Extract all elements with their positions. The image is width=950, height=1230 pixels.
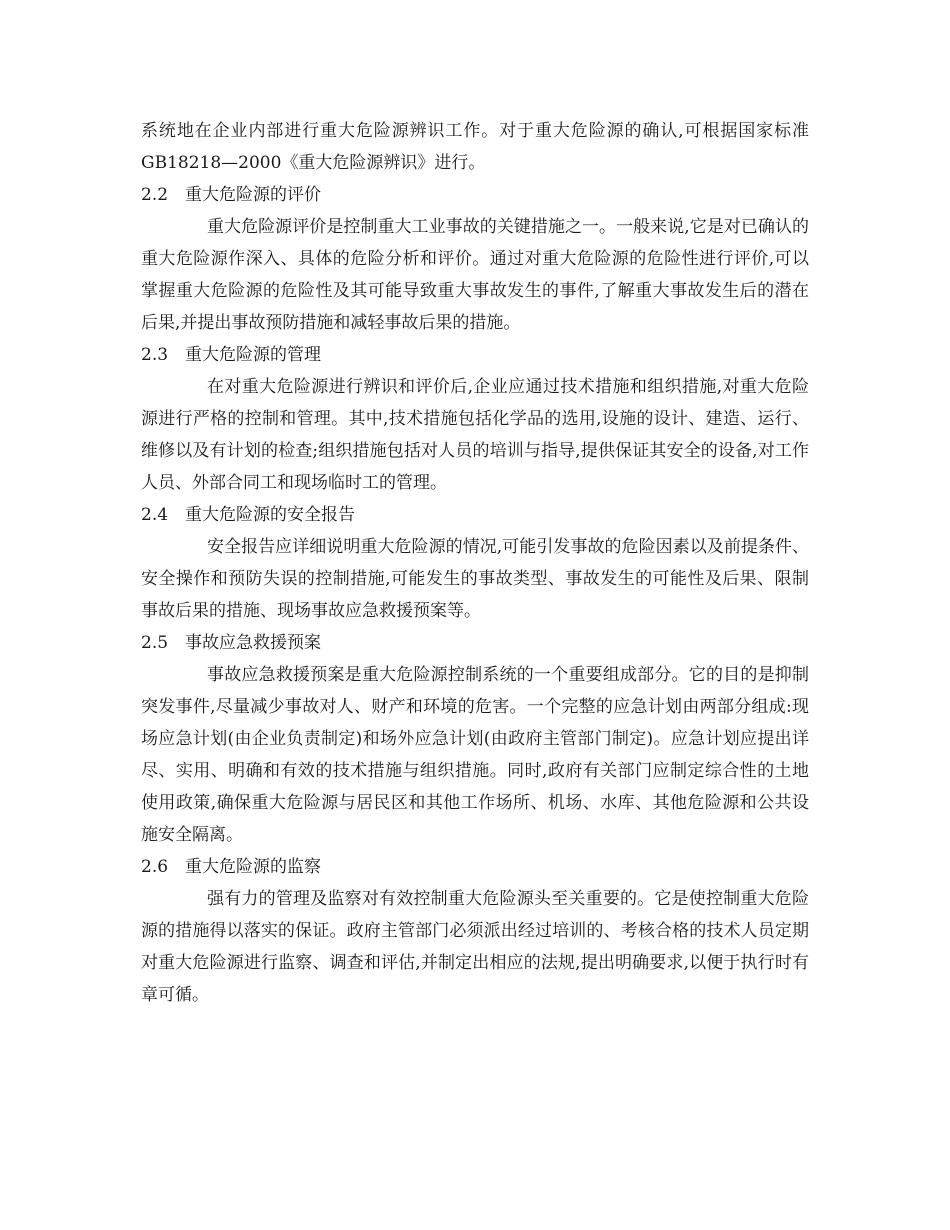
paragraph-hazard-supervision: 强有力的管理及监察对有效控制重大危险源头至关重要的。它是使控制重大危险源的措施得以落实的保证。政府主管部门必须派出经过培训的、考核合格的技术人员定期对重大危险源进行监察、调查和评估,并制定出相应的法规,提出明确要求,以便于执行时有章可循。 bbox=[141, 889, 809, 1005]
section-number: 2.6 bbox=[141, 857, 169, 877]
section-heading-2-2 bbox=[141, 179, 809, 211]
section-heading-2-4 bbox=[141, 499, 809, 531]
section-number: 2.4 bbox=[141, 505, 169, 525]
paragraph-hazard-evaluation: 重大危险源评价是控制重大工业事故的关键措施之一。一般来说,它是对已确认的重大危险源作深入、具体的危险分析和评价。通过对重大危险源的危险性进行评价,可以掌握重大危险源的危险性及其可能导致重大事故发生的事件,了解重大事故发生后的潜在后果,并提出事故预防措施和减轻事故后果的措施。 bbox=[141, 217, 809, 333]
section-heading-2-3 bbox=[141, 339, 809, 371]
document-body bbox=[141, 115, 809, 1011]
section-heading-2-6 bbox=[141, 851, 809, 883]
section-heading-2-5 bbox=[141, 627, 809, 659]
section-title: 重大危险源的管理 bbox=[185, 345, 321, 365]
paragraph-safety-report: 安全报告应详细说明重大危险源的情况,可能引发事故的危险因素以及前提条件、安全操作和预防失误的控制措施,可能发生的事故类型、事故发生的可能性及后果、限制事故后果的措施、现场事故应急救援预案等。 bbox=[141, 537, 809, 621]
paragraph-hazard-identification-standard: 系统地在企业内部进行重大危险源辨识工作。对于重大危险源的确认,可根据国家标准GB18218—2000《重大危险源辨识》进行。 bbox=[141, 121, 809, 173]
section-number: 2.2 bbox=[141, 185, 169, 205]
section-title: 重大危险源的安全报告 bbox=[185, 505, 355, 525]
paragraph-emergency-plan: 事故应急救援预案是重大危险源控制系统的一个重要组成部分。它的目的是抑制突发事件,尽量减少事故对人、财产和环境的危害。一个完整的应急计划由两部分组成:现场应急计划(由企业负责制定)和场外应急计划(由政府主管部门制定)。应急计划应提出详尽、实用、明确和有效的技术措施与组织措施。同时,政府有关部门应制定综合性的土地使用政策,确保重大危险源与居民区和其他工作场所、机场、水库、其他危险源和公共设施安全隔离。 bbox=[141, 665, 809, 845]
section-number: 2.3 bbox=[141, 345, 169, 365]
section-number: 2.5 bbox=[141, 633, 169, 653]
section-title: 重大危险源的评价 bbox=[185, 185, 321, 205]
section-title: 重大危险源的监察 bbox=[185, 857, 321, 877]
section-title: 事故应急救援预案 bbox=[185, 633, 321, 653]
paragraph-hazard-management: 在对重大危险源进行辨识和评价后,企业应通过技术措施和组织措施,对重大危险源进行严格的控制和管理。其中,技术措施包括化学品的选用,设施的设计、建造、运行、维修以及有计划的检查;组织措施包括对人员的培训与指导,提供保证其安全的设备,对工作人员、外部合同工和现场临时工的管理。 bbox=[141, 377, 809, 493]
